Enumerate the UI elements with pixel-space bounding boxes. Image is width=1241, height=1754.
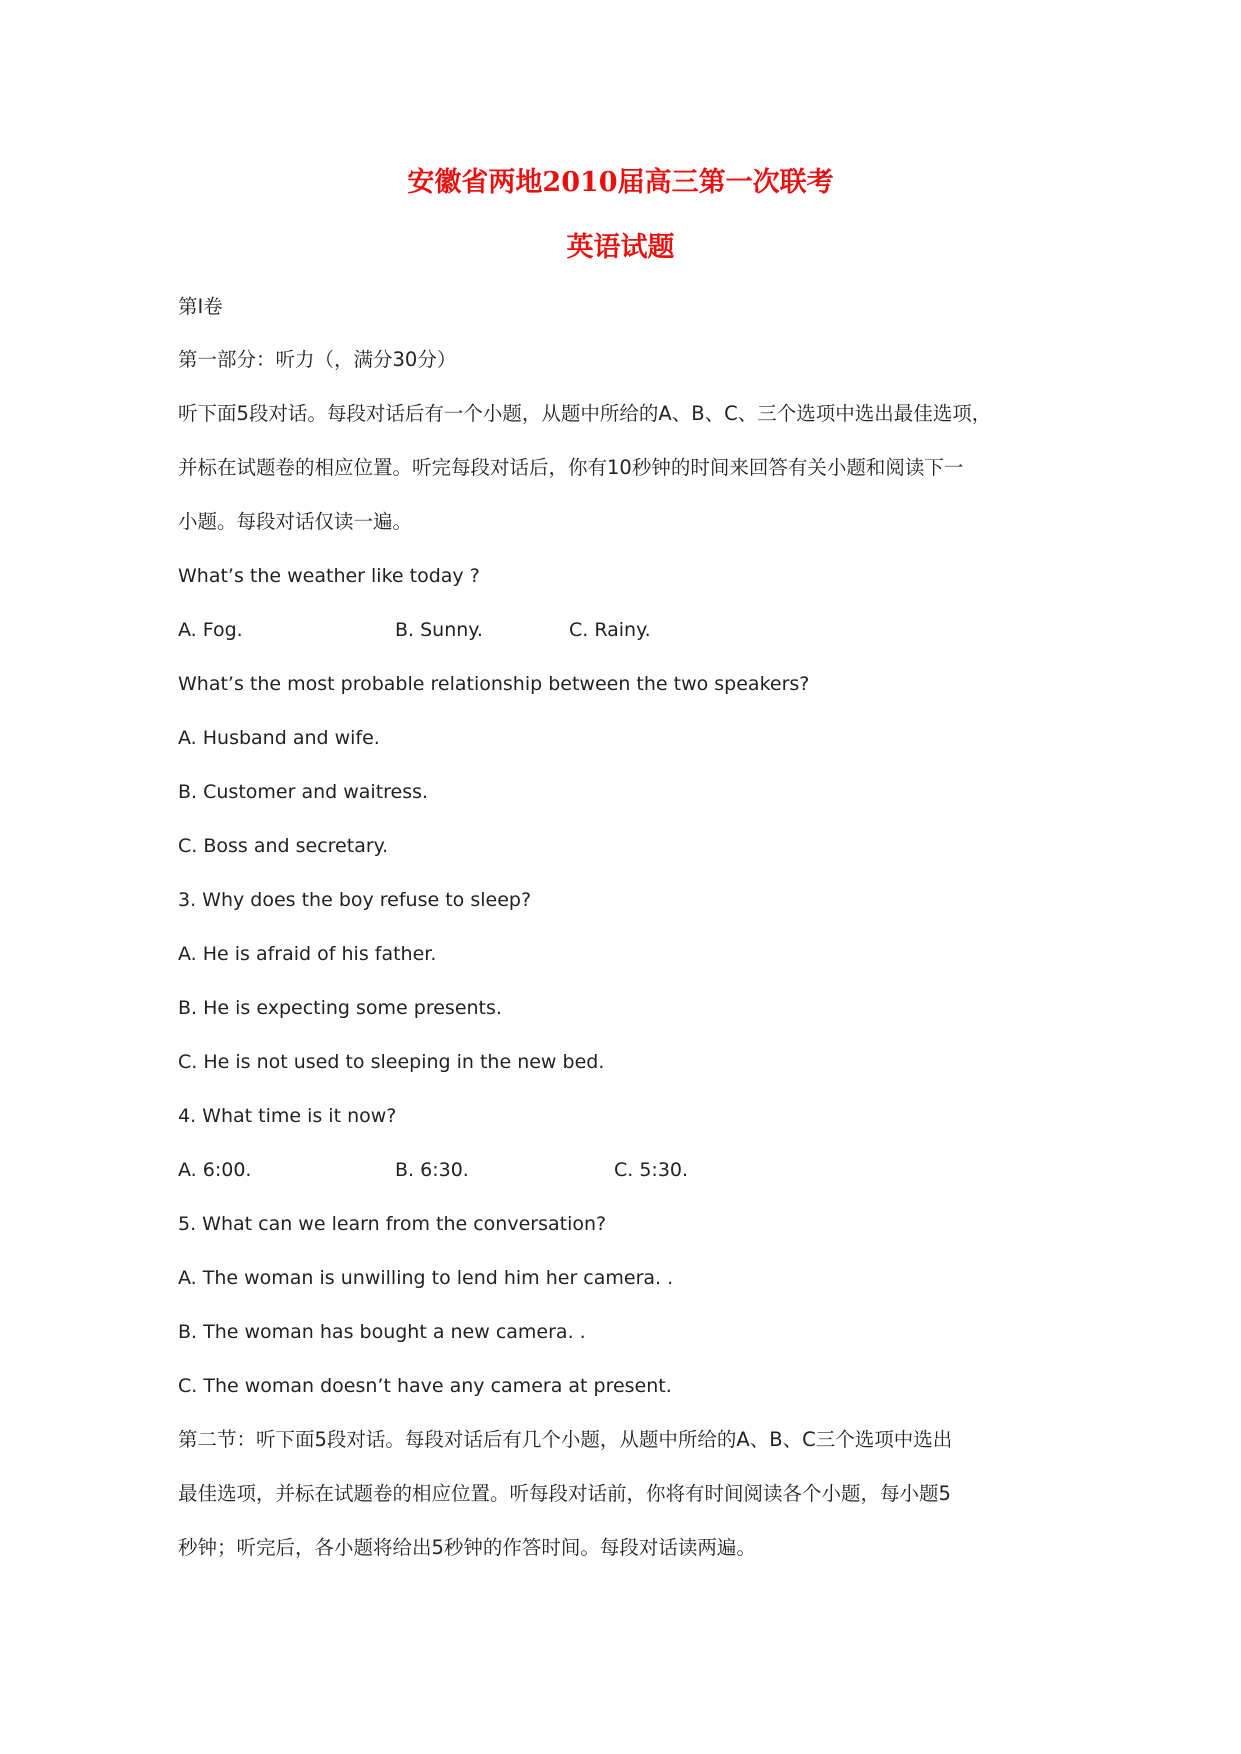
option-c: C. Boss and secretary. [178,835,389,857]
exam-title: 安徽省两地2010届高三第一次联考 [407,167,834,198]
option-b: B. He is expecting some presents. [178,997,502,1019]
option-a: A. 6:00. [178,1159,252,1181]
option-b: B. 6:30. [395,1159,469,1181]
option-c: C. He is not used to sleeping in the new bed. [178,1051,605,1073]
instruction-line: 并标在试题卷的相应位置。听完每段对话后，你有10秒钟的时间来回答有关小题和阅读下一 [178,456,964,479]
option-b: B. Sunny. [395,619,483,641]
option-a: A. Husband and wife. [178,727,380,749]
part1-heading: 第一部分：听力（，满分30分） [178,348,457,371]
option-c: C. The woman doesn’t have any camera at present. [178,1375,672,1397]
instruction-line: 第二节：听下面5段对话。每段对话后有几个小题，从题中所给的A、B、C三个选项中选出 [178,1428,953,1451]
option-c: C. Rainy. [569,619,651,641]
option-a: A. The woman is unwilling to lend him her camera. . [178,1267,674,1289]
instruction-line: 最佳选项，并标在试题卷的相应位置。听每段对话前，你将有时间阅读各个小题，每小题5 [178,1482,951,1505]
exam-subtitle: 英语试题 [566,232,675,263]
instruction-line: 小题。每段对话仅读一遍。 [178,510,413,533]
option-c: C. 5:30. [614,1159,689,1181]
option-a: A. Fog. [178,619,243,641]
volume-label: 第Ⅰ卷 [178,295,223,318]
question-text: What’s the most probable relationship between the two speakers? [178,673,810,695]
instruction-line: 秒钟；听完后，各小题将给出5秒钟的作答时间。每段对话读两遍。 [178,1536,756,1559]
question-text: 4. What time is it now? [178,1105,397,1127]
instruction-line: 听下面5段对话。每段对话后有一个小题，从题中所给的A、B、C、三个选项中选出最佳选项， [178,402,992,425]
option-b: B. Customer and waitress. [178,781,429,803]
option-a: A. He is afraid of his father. [178,943,437,965]
question-text: What’s the weather like today ? [178,565,480,587]
question-text: 3. Why does the boy refuse to sleep? [178,889,532,911]
question-text: 5. What can we learn from the conversation? [178,1213,607,1235]
option-b: B. The woman has bought a new camera. . [178,1321,586,1343]
